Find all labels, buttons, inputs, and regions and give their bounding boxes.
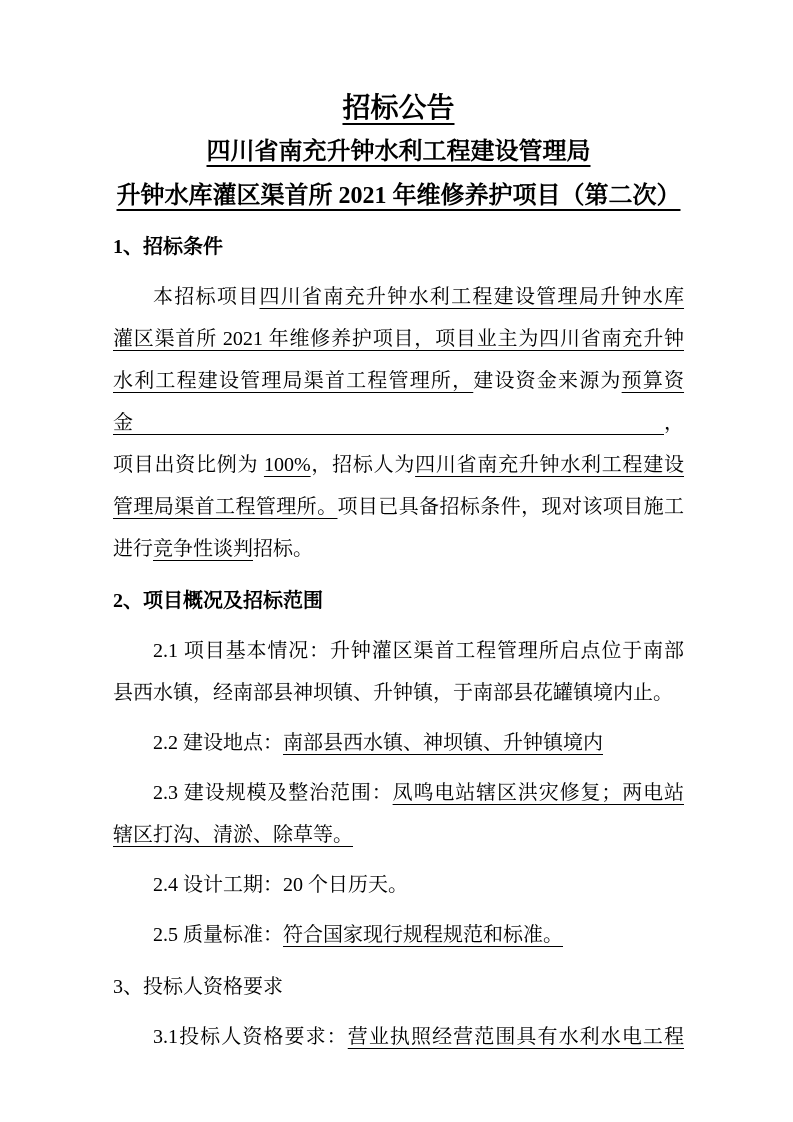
paragraph (113, 722, 684, 764)
underlined-text: 四川省南充升钟水利工程建设 (415, 454, 685, 476)
text-run: ，招标人为 (310, 454, 416, 476)
paragraph (113, 914, 684, 956)
paragraph-line (113, 772, 684, 814)
paragraph (113, 630, 684, 714)
doc-title (113, 90, 684, 128)
paragraph-line (113, 486, 684, 528)
paragraph (113, 864, 684, 906)
text-run: 2.1 项目基本情况：升钟灌区渠首工程管理所启点位于南部 (153, 640, 684, 662)
doc-subtitle-project (113, 176, 684, 216)
doc-blocks (113, 226, 684, 1058)
underlined-text: 竞争性谈判 (153, 538, 253, 560)
text-run: 2.3 建设规模及整治范围： (153, 782, 393, 804)
paragraph-line (113, 360, 684, 444)
paragraph-line (113, 1016, 684, 1058)
paragraph-line (113, 318, 684, 360)
text-run: ， (664, 412, 684, 434)
paragraph-line (113, 444, 684, 486)
text-run: 本招标项目 (153, 286, 260, 308)
underlined-text: 水利工程建设管理局渠首工程管理所， (113, 370, 474, 392)
text-run: 2.4 设计工期：20 个日历天。 (153, 874, 408, 896)
text-run: 进行 (113, 538, 153, 560)
underlined-text: 营业执照经营范围具有水利水电工程 (347, 1026, 684, 1048)
doc-title-text: 招标公告 (342, 93, 455, 124)
underlined-text: 100% (263, 454, 311, 476)
paragraph-line (113, 722, 684, 764)
paragraph (113, 772, 684, 856)
paragraph-line (113, 914, 684, 956)
paragraph-line (113, 630, 684, 672)
text-run: 3.1投标人资格要求： (153, 1026, 348, 1048)
underlined-text: 灌区渠首所 2021 年维修养护项目，项目业主为四川省南充升钟 (113, 328, 684, 350)
section-heading: 2、项目概况及招标范围 (113, 590, 323, 612)
doc-subtitle-org (113, 132, 684, 172)
underlined-text: 辖区打沟、清淤、除草等。 (113, 824, 353, 846)
text-run: 2.5 质量标准： (153, 924, 283, 946)
paragraph-line (113, 528, 684, 570)
text-run: 招标。 (253, 538, 313, 560)
underlined-text: 四川省南充升钟水利工程建设管理局升钟水库 (259, 286, 685, 308)
paragraph-line (113, 814, 684, 856)
section-heading: 1、招标条件 (113, 236, 223, 258)
section-heading: 3、投标人资格要求 (113, 976, 283, 998)
underlined-text: 符合国家现行规程规范和标准。 (283, 924, 563, 946)
text-run: 项目出资比例为 (113, 454, 264, 476)
paragraph-line (113, 864, 684, 906)
text-run: 县西水镇，经南部县神坝镇、升钟镇，于南部县花罐镇境内止。 (113, 682, 673, 704)
text-run: 2.2 建设地点： (153, 732, 283, 754)
paragraph-line (113, 276, 684, 318)
doc-subtitle-org-text: 四川省南充升钟水利工程建设管理局 (206, 139, 591, 165)
text-run: 项目已具备招标条件，现对该项目施工 (337, 496, 685, 518)
underlined-text: 凤鸣电站辖区洪灾修复；两电站 (392, 782, 684, 804)
doc-subtitle-project-text: 升钟水库灌区渠首所 2021 年维修养护项目（第二次） (116, 183, 681, 209)
paragraph-line (113, 672, 684, 714)
text-run: 建设资金来源为 (473, 370, 622, 392)
underlined-text: 管理局渠首工程管理所。 (113, 496, 338, 518)
underlined-text: 南部县西水镇、神坝镇、升钟镇境内 (283, 732, 603, 754)
underlined-text: 预算资金 (113, 370, 685, 434)
paragraph (113, 1016, 684, 1058)
paragraph (113, 276, 684, 570)
